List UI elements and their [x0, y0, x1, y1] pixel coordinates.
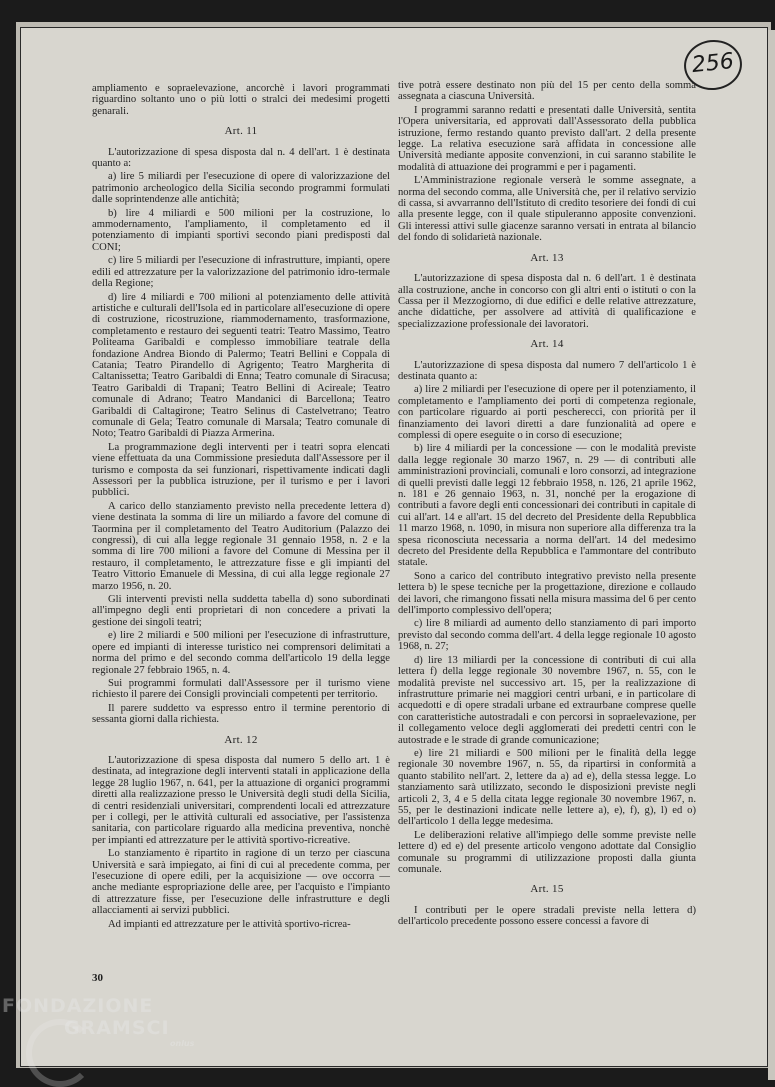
watermark-line-2: GRAMSCI [64, 1017, 170, 1039]
article-heading: Art. 15 [530, 883, 564, 896]
paragraph: tive potrà essere destinato non più del 15 per cento della somma assegnata a ciascuna Università. [398, 80, 696, 103]
right-text-column [398, 80, 696, 930]
paragraph: ampliamento e sopraelevazione, ancorchè i lavori programmati riguardino soltanto uno o più lotti o stralci dei medesimi progetti genarali. [92, 83, 390, 117]
article-heading: Art. 11 [224, 125, 258, 138]
paragraph: e) lire 21 miliardi e 500 milioni per le finalità della legge regionale 30 novembre 1967, n. 55, da ripartirsi in conformità a quanto stabilito nell'art. 2, lettere da a) ad e), della stessa legge. Lo stanziamento sarà utilizzato, secondo le disposizioni previste negli articoli 2, 3, 4 e 5 della citata legge regionale 30 novembre 1967, n. 55, per le destinazioni indicate nelle lettere a), e), f), g), l) ed o) dell'articolo 1 della legge medesima. [398, 747, 696, 828]
page-number: 30 [92, 972, 103, 984]
paragraph: Sui programmi formulati dall'Assessore per il turismo viene richiesto il parere dei Consigli provinciali competenti per territorio. [92, 677, 390, 701]
watermark-line-1: FONDAZIONE [2, 995, 154, 1017]
fondazione-gramsci-watermark [2, 995, 202, 1075]
paragraph: L'autorizzazione di spesa disposta dal n. 6 dell'art. 1 è destinata alla costruzione, anche in concorso con gli altri enti o istituti o con la Cassa per il Mezzogiorno, di due edifici e delle relative attrezzature, anche didattiche, per assolvere ad attività di qualificazione e specializzazione professionale dei lavoratori. [398, 273, 696, 330]
watermark-logo-icon [26, 1019, 94, 1087]
paragraph: a) lire 2 miliardi per l'esecuzione di opere per il potenziamento, il completamento e l'ampliamento dei porti di competenza regionale, con particolare riguardo ai porti pescherecci, con priorità per il finanziamento dei lavori diretti a dare funzionalità ad opere e complessi di opere eseguite o in corso di esecuzione; [398, 384, 696, 441]
paragraph: I programmi saranno redatti e presentati dalle Università, sentita l'Opera universitaria, ed approvati dall'Assessorato della pubblica istruzione, fermo restando quanto previsto dall'art. 2 della presente legge. La relativa esecuzione sarà affidata in concessione alle Università mediante apposite convenzioni, in cui saranno stabilite le modalità di attuazione dei programmi e per i pagamenti. [398, 104, 696, 173]
paragraph: e) lire 2 miliardi e 500 milioni per l'esecuzione di infrastrutture, opere ed impianti di interesse turistico nei comprensori delimitati a norma del primo e del secondo comma dell'articolo 19 della legge regionale 27 febbraio 1965, n. 4. [92, 630, 390, 676]
paragraph: L'autorizzazione di spesa disposta dal numero 7 dell'articolo 1 è destinata quanto a: [398, 359, 696, 382]
paragraph: Ad impianti ed attrezzature per le attività sportivo-ricrea- [108, 918, 351, 930]
left-text-column [92, 83, 390, 932]
paragraph: a) lire 5 miliardi per l'esecuzione di opere di valorizzazione del patrimonio archeologico della Sicilia secondo programmi formulati dalle soprintendenze alle antichità; [92, 171, 390, 206]
watermark-onlus: onlus [170, 1039, 195, 1048]
paragraph: Sono a carico del contributo integrativo previsto nella presente lettera b) le spese tecniche per la progettazione, direzione e collaudo dei lavori, che rimangono fissati nella misura massima del 6 per cento dell'importo complessivo dell'opera; [398, 570, 696, 617]
article-heading: Art. 13 [530, 251, 564, 264]
paragraph: L'autorizzazione di spesa disposta dal n. 4 dell'art. 1 è destinata quanto a: [92, 146, 390, 170]
paragraph: c) lire 8 miliardi ad aumento dello stanziamento di pari importo previsto dal secondo comma dell'art. 4 della legge regionale 10 agosto 1968, n. 27; [398, 618, 696, 653]
paragraph: Gli interventi previsti nella suddetta tabella d) sono subordinati all'impegno degli enti proprietari di non concedere a privati la gestione dei singoli teatri; [92, 594, 390, 628]
article-heading: Art. 14 [530, 338, 564, 351]
paragraph: La programmazione degli interventi per i teatri sopra elencati viene effettuata da una Commissione presieduta dall'Assessore per il turismo e composta da sei funzionari, rispettivamente indicati dagli Assessori per la pubblica istruzione, per il turismo e per i lavori pubblici. [92, 441, 390, 499]
paragraph: L'Amministrazione regionale verserà le somme assegnate, a norma del secondo comma, alle Università che, per il relativo servizio di cassa, si avvarranno dell'Istituto di credito tesoriere dei fondi di cui alla presente legge, con il quale stipuleranno apposite convenzioni. Gli interessi attivi sulle giacenze saranno versati in entrata al bilancio del fondo di solidarietà nazionale. [398, 175, 696, 244]
handwritten-page-annotation: 256 [682, 37, 745, 93]
paragraph: I contributi per le opere stradali previste nella lettera d) dell'articolo precedente possono essere concessi a favore di [398, 904, 696, 928]
paragraph: b) lire 4 miliardi per la concessione — con le modalità previste dalla legge regionale 30 marzo 1967, n. 29 — di contributi alle amministrazioni provinciali, comunali e loro consorzi, ad integrazione di quelli previsti dalle leggi 12 febbraio 1958, n. 126, 21 aprile 1962, n. 181 e 26 gennaio 1963, n. 31, nonché per la erogazione di contributi a favore degli enti concessionari dei contributi in capitale di cui all'art. 14 e all'art. 15 del decreto del Presidente della Repubblica 11 marzo 1968, n. 1090, in misura non superiore alla differenza tra la spesa riconosciuta necessaria a norma dell'art. 14 del medesimo decreto del Presidente della Repubblica e l'ammontare del contributo statale. [398, 443, 697, 569]
paragraph: Le deliberazioni relative all'impiego delle somme previste nelle lettere d) ed e) del presente articolo vengono adottate dal Consiglio comunale su programmi di utilizzazione proposti dalla giunta comunale. [398, 829, 696, 875]
paragraph: d) lire 4 miliardi e 700 milioni al potenziamento delle attività artistiche e culturali dell'Isola ed in particolare all'esecuzione di opere di costruzione, ricostruzione, riammodernamento, trasformazione, completamento e restauro dei seguenti teatri: Teatro Massimo, Teatro Politeama Garibaldi e complesso immobiliare teatrale della fondazione Andrea Biondo di Palermo; Teatri Bellini e Coppala di Catania; Teatro Pirandello di Agrigento; Teatro Margherita di Caltanissetta; Teatro Garibaldi di Enna; Teatro comunale di Siracusa; Teatro Garibaldi di Trapani; Teatro Bellini di Acireale; Teatro comunale di Adrano; Teatro Mandanici di Barcellona; Teatro Garibaldi di Caltagirone; Teatro Selinus di Castelvetrano; Teatro comunale di Gela; Teatro comunale di Marsala; Teatro comunale di Noto; Teatro Garibaldi di Piazza Armerina. [92, 291, 390, 440]
paragraph: Il parere suddetto va espresso entro il termine perentorio di sessanta giorni dalla richiesta. [92, 702, 390, 726]
paragraph: d) lire 13 miliardi per la concessione di contributi di cui alla lettera f) della legge regionale 30 novembre 1967, n. 55, con le modalità previste nel successivo art. 15, per la realizzazione di infrastrutture primarie nei maggiori centri urbani, e in particolare di acquedotti e di opere stradali urbane ed extraurbane comprese quelle con caratteristiche autostradali e con percorsi in sopraelevazione, per il collegamento veloce degli agglomerati dei predetti centri con le autostrade e le strade di grande comunicazione; [398, 654, 696, 746]
paragraph: c) lire 5 miliardi per l'esecuzione di infrastrutture, impianti, opere edili ed attrezzature per la valorizzazione del patrimonio idro-termale della Regione; [92, 255, 390, 290]
article-heading: Art. 12 [224, 733, 258, 746]
adjacent-page-edge [768, 30, 775, 1080]
paragraph: A carico dello stanziamento previsto nella precedente lettera d) viene destinata la somma di lire un miliardo a favore del comune di Taormina per il completamento del Teatro Auditorium (Palazzo dei congressi), di cui alla legge regionale 31 gennaio 1958, n. 2 e la somma di lire 700 milioni a favore del Comune di Messina per il restauro, il completamento, le attrezzature fisse e gli impianti del Teatro Vittorio Emanuele di Messina, di cui alla legge regionale 27 marzo 1956, n. 20. [92, 500, 390, 592]
paragraph: Lo stanziamento è ripartito in ragione di un terzo per ciascuna Università e sarà impiegato, ai fini di cui al precedente comma, per l'esecuzione di opere edili, per la acquisizione — ove occorra — anche mediante espropriazione delle aree, per l'acquisto e l'impianto di attrezzature fisse, per l'esecuzione delle infrastrutture e degli allacciamenti ai servizi pubblici. [92, 848, 390, 917]
paragraph: b) lire 4 miliardi e 500 milioni per la costruzione, lo ammodernamento, l'ampliamento, il completamento ed il potenziamento di impianti sportivi secondo piani predisposti dal CONI; [92, 207, 390, 253]
paragraph: L'autorizzazione di spesa disposta dal numero 5 dello art. 1 è destinata, ad integrazione degli interventi statali in applicazione della legge 28 luglio 1967, n. 641, per la attuazione di organici programmi diretti alla realizzazione presso le Università degli studi della Sicilia, di centri residenziali universitari, comprendenti locali ed attrezzature per i collegi, per le attività culturali ed associative, per l'assistenza sanitaria, con particolare riguardo alla medicina preventiva, nonchè per impianti ed attrezzature per le attività sportivo-ricreative. [92, 754, 390, 846]
